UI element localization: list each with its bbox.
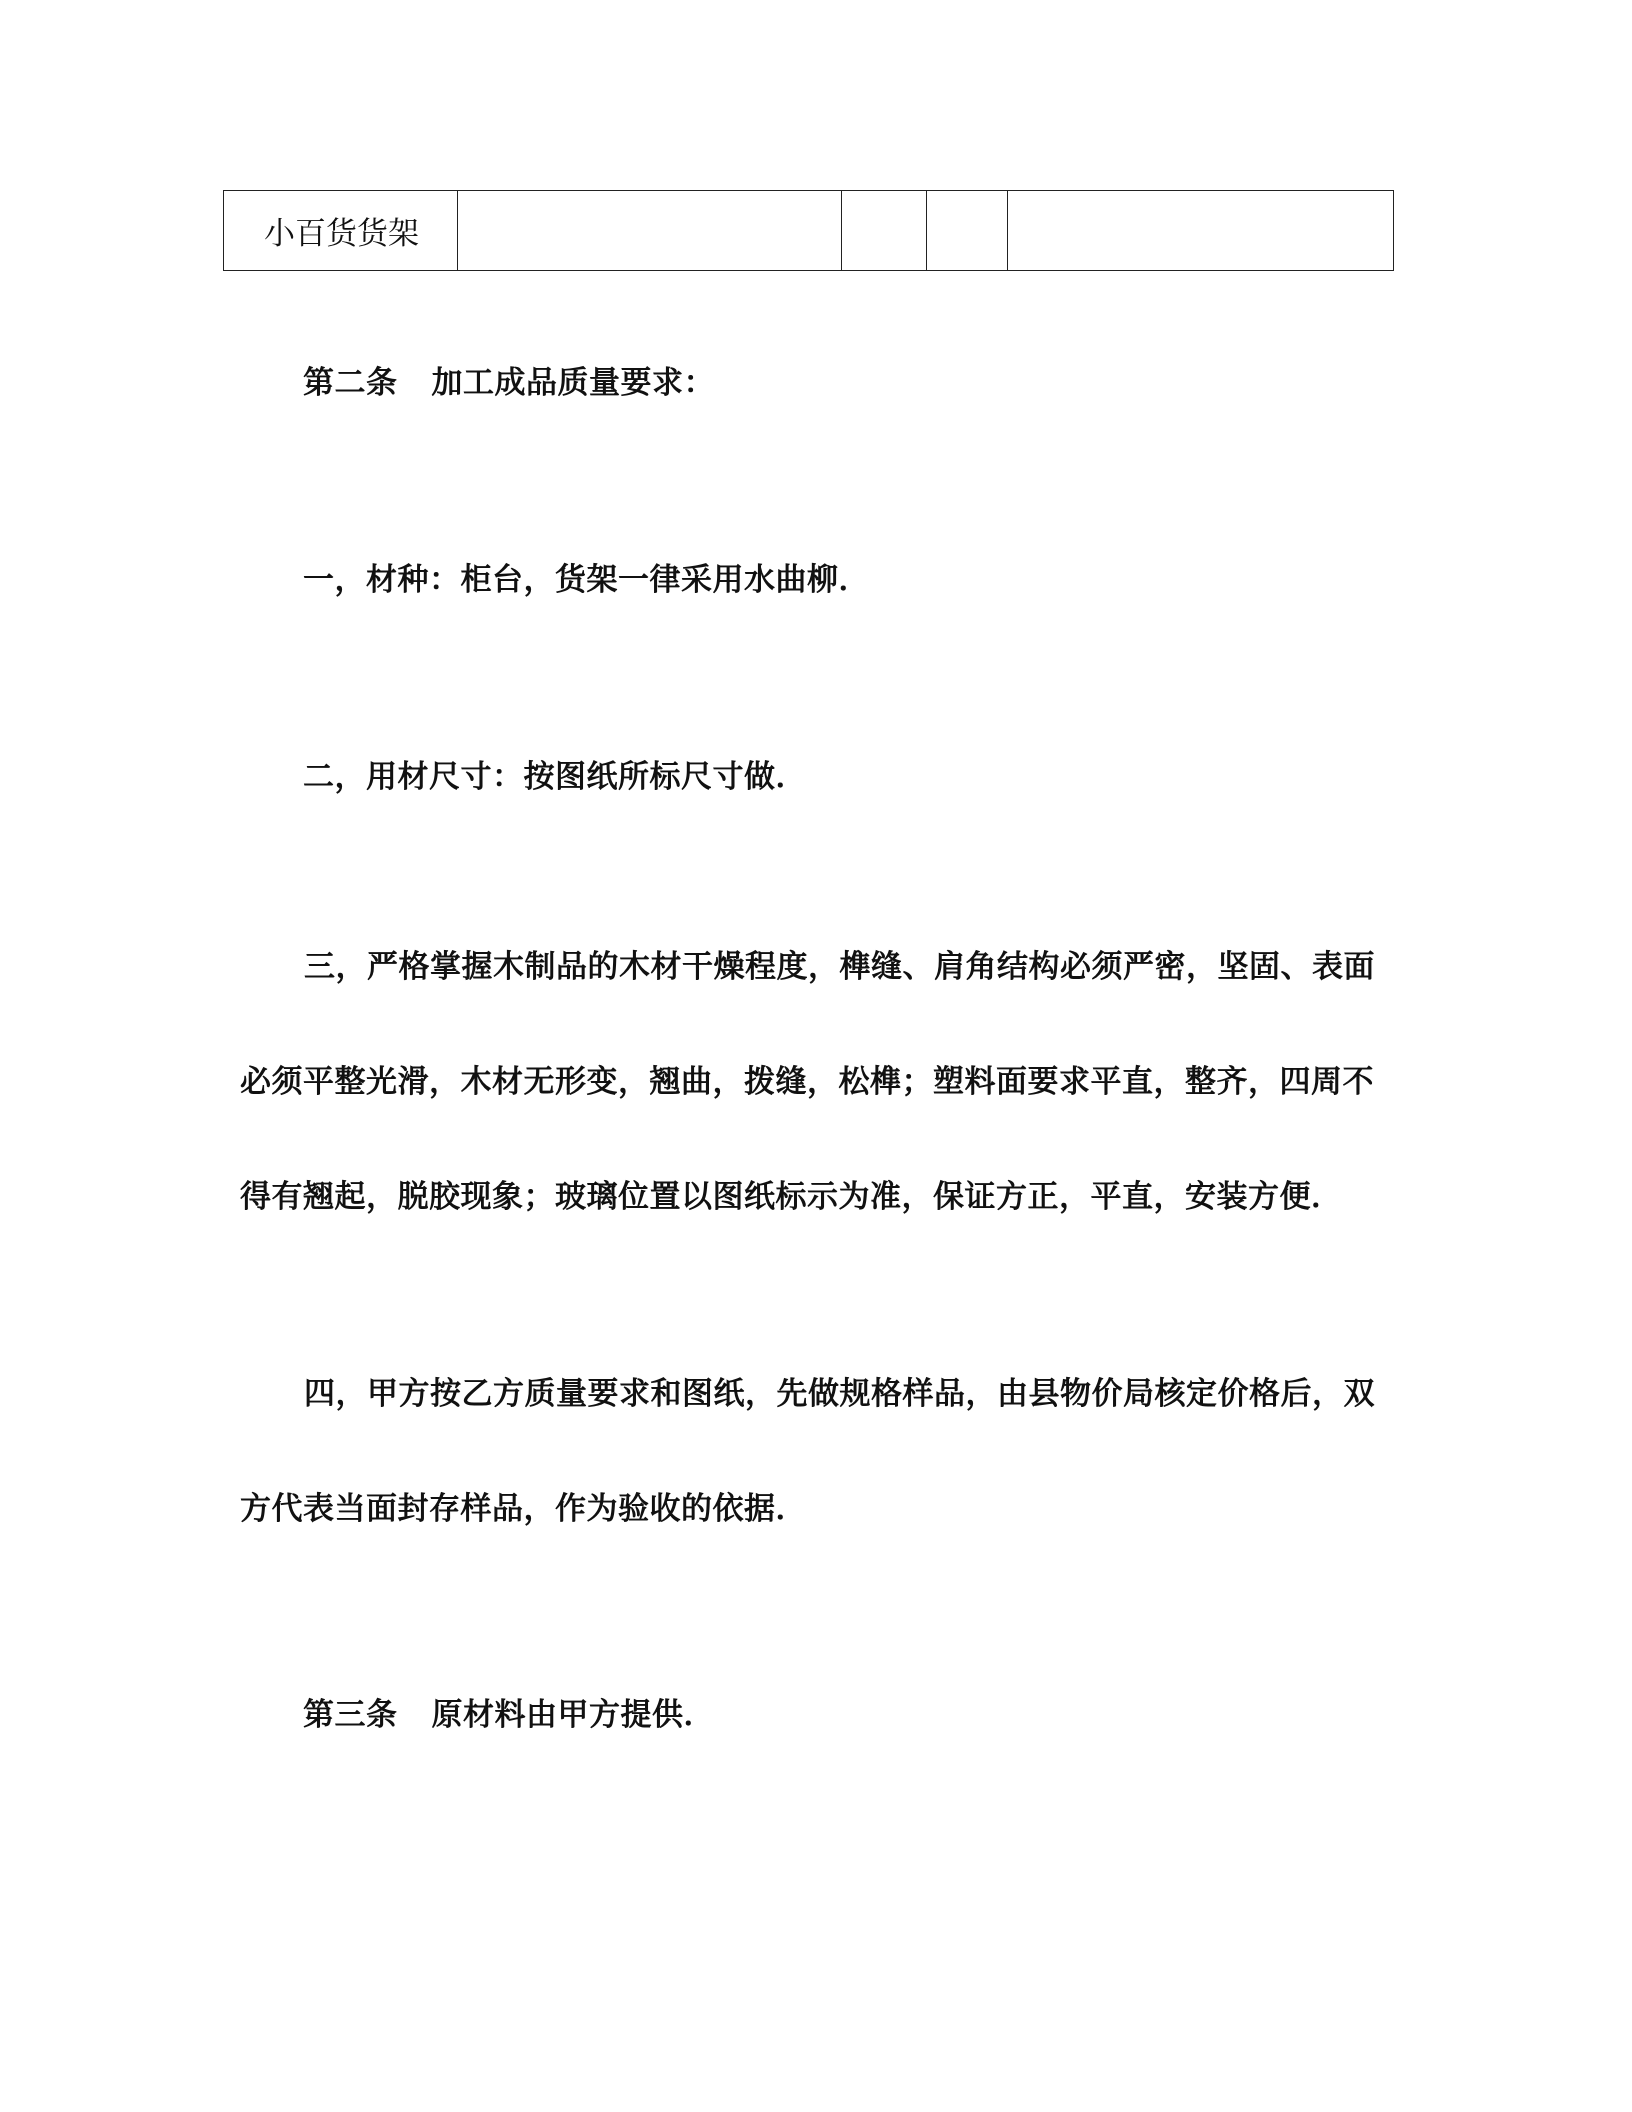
item-4-paragraph [240,1337,1395,1567]
item-quantity-cell [927,191,1008,271]
item-table [223,190,1394,271]
article-3-title: 原材料由甲方提供． [431,1697,715,1733]
item-name-cell: 小百货货架 [224,191,458,271]
item-3-text: 三，严格掌握木制品的木材干燥程度，榫缝、肩角结构必须严密，坚固、表面必须平整光滑，木材无形变，翘曲，拨缝，松榫；塑料面要求平直，整齐，四周不得有翘起，脱胶现象；玻璃位置以图纸标示为准，保证方正，平直，安装方便． [240,949,1375,1215]
article-3-heading [303,1689,715,1734]
article-2-title: 加工成品质量要求： [431,365,715,401]
item-2-paragraph: 二，用材尺寸：按图纸所标尺寸做． [303,759,807,795]
item-spec-cell [458,191,842,271]
article-2-heading [303,357,715,402]
article-3-label: 第三条 [303,1697,398,1733]
item-4-text: 四，甲方按乙方质量要求和图纸，先做规格样品，由县物价局核定价格后，双方代表当面封存样品，作为验收的依据． [240,1376,1375,1527]
item-unit-cell [842,191,927,271]
article-2-label: 第二条 [303,365,398,401]
item-1-paragraph: 一，材种：柜台，货架一律采用水曲柳． [303,562,870,598]
item-3-paragraph [240,910,1395,1255]
item-remark-cell [1008,191,1394,271]
table-row [224,191,1394,271]
item-table-container [223,190,1393,271]
